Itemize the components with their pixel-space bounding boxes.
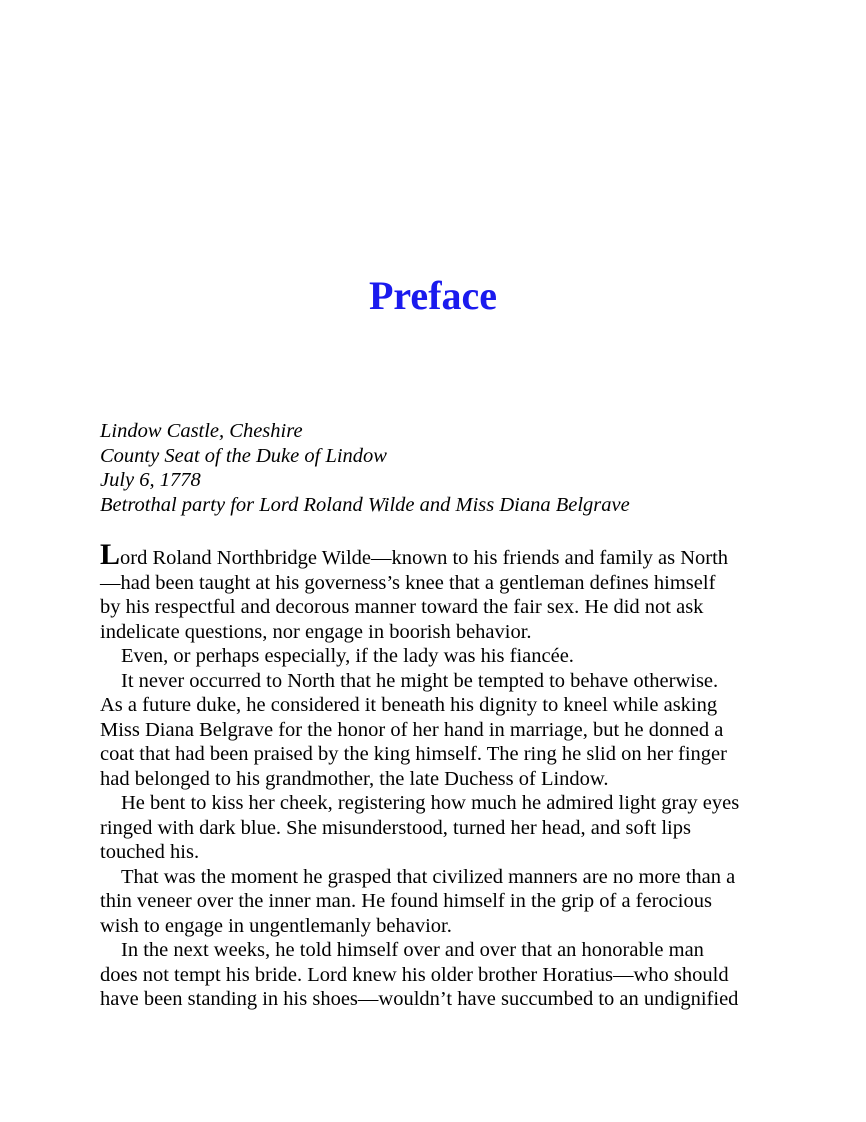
drop-cap: L (100, 538, 121, 571)
body-text (100, 538, 780, 1012)
paragraph-line: It never occurred to North that he might be tempted to behave otherwise. (121, 669, 719, 692)
epigraph-line: Lindow Castle, Cheshire (100, 420, 303, 442)
paragraph-line-text: ord Roland Northbridge Wilde—known to his friends and family as North (120, 547, 729, 569)
paragraph-line: touched his. (100, 841, 200, 863)
paragraph-line: indelicate questions, nor engage in boorish behavior. (100, 620, 532, 643)
paragraph-line: In the next weeks, he told himself over and over that an honorable man (121, 939, 704, 961)
paragraph-line: Even, or perhaps especially, if the lady was his fiancée. (121, 645, 574, 667)
paragraph (100, 669, 780, 792)
paragraph (100, 644, 780, 669)
paragraph-line: That was the moment he grasped that civilized manners are no more than a (121, 865, 736, 888)
paragraph (100, 938, 780, 1012)
paragraph (100, 538, 780, 644)
paragraph-line: by his respectful and decorous manner toward the fair sex. He did not ask (100, 596, 704, 618)
paragraph-line: ringed with dark blue. She misunderstood, turned her head, and soft lips (100, 816, 691, 839)
paragraph-line: coat that had been praised by the king himself. The ring he slid on her finger (100, 743, 727, 765)
epigraph-line: July 6, 1778 (100, 469, 201, 491)
paragraph-line: wish to engage in ungentlemanly behavior. (100, 914, 452, 937)
paragraph (100, 865, 780, 939)
epigraph-line: Betrothal party for Lord Roland Wilde and Miss Diana Belgrave (100, 493, 630, 516)
paragraph-line: As a future duke, he considered it beneath his dignity to kneel while asking (100, 694, 718, 716)
paragraph-line: —had been taught at his governess’s knee that a gentleman defines himself (100, 571, 716, 594)
paragraph (100, 791, 780, 865)
epigraph-line: County Seat of the Duke of Lindow (100, 444, 387, 467)
paragraph-line: thin veneer over the inner man. He found himself in the grip of a ferocious (100, 890, 712, 912)
epigraph (100, 419, 780, 517)
paragraph-line (100, 538, 780, 571)
paragraph-line: does not tempt his bride. Lord knew his older brother Horatius—who should (100, 963, 729, 986)
chapter-title: Preface (368, 273, 498, 318)
paragraph-line: had belonged to his grandmother, the late Duchess of Lindow. (100, 767, 609, 790)
paragraph-line: have been standing in his shoes—wouldn’t have succumbed to an undignified (100, 988, 739, 1010)
paragraph-line: He bent to kiss her cheek, registering how much he admired light gray eyes (121, 792, 740, 814)
paragraph-line: Miss Diana Belgrave for the honor of her hand in marriage, but he donned a (100, 718, 724, 741)
